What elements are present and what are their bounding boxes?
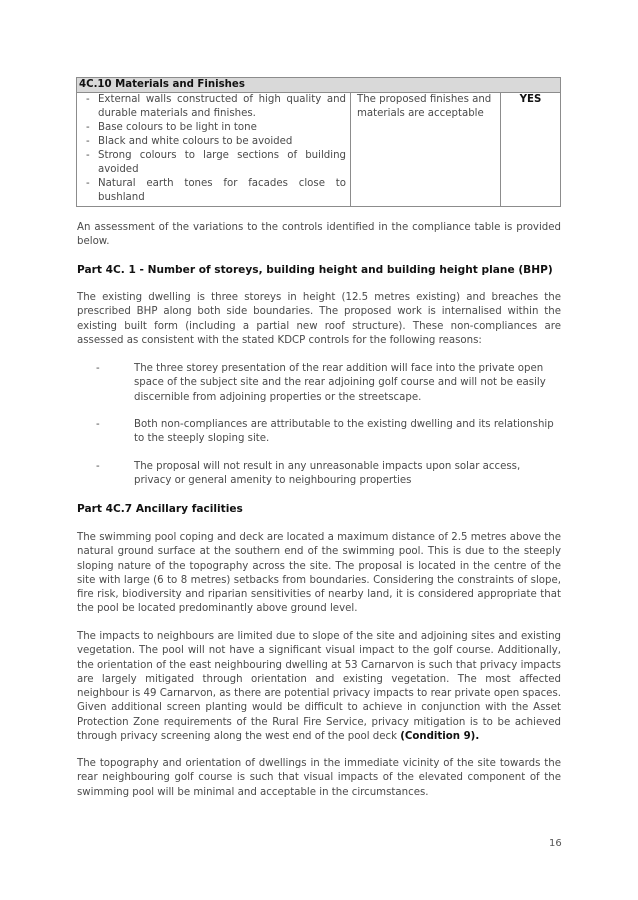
control-item: - Base colours to be light in tone (83, 121, 346, 135)
reason-text: The proposal will not result in any unreasonable impacts upon solar access, privacy or general amenity to neighbouring properties (134, 461, 521, 487)
control-item: - Natural earth tones for facades close to bushland (83, 177, 346, 205)
table-row (77, 93, 560, 206)
control-item: - Black and white colours to be avoided (83, 135, 346, 149)
section-heading-ancillary: Part 4C.7 Ancillary facilities (77, 503, 243, 515)
control-item: - External walls constructed of high quality and durable materials and finishes. (83, 93, 346, 121)
table-header: 4C.10 Materials and Finishes (77, 78, 560, 93)
comment-cell: The proposed finishes and materials are acceptable (351, 93, 501, 206)
ancillary-paragraph-3: The topography and orientation of dwellings in the immediate vicinity of the site towards the rear neighbouring golf course is such that visual impacts of the elevated component of the swimming pool will be minimal and acceptable in the circumstances. (77, 758, 561, 798)
intro-paragraph: An assessment of the variations to the controls identified in the compliance table is provided below. (77, 222, 561, 248)
ancillary-paragraph-2 (77, 630, 561, 744)
compliance-table (76, 77, 561, 207)
controls-cell (77, 93, 351, 206)
section-heading-storeys: Part 4C. 1 - Number of storeys, building height and building height plane (BHP) (77, 264, 553, 276)
compliance-cell: YES (519, 94, 542, 105)
controls-list (83, 93, 346, 205)
reason-text: The three storey presentation of the rear addition will face into the private open space of the subject site and the rear adjoining golf course and will not be easily discernible from adjoining properties or the streetscape. (134, 363, 546, 403)
ancillary-paragraph-1: The swimming pool coping and deck are located a maximum distance of 2.5 metres above the natural ground surface at the southern end of the swimming pool. This is due to the steeply sloping nature of the topography across the site. The proposal is located in the centre of the site with large (6 to 8 metres) setbacks from boundaries. Considering the constraints of slope, fire risk, biodiversity and riparian sensitivities of nearby land, it is considered appropriate that the pool be located predominantly above ground level. (77, 532, 561, 615)
control-item: - Strong colours to large sections of building avoided (83, 149, 346, 177)
page-number: 16 (549, 838, 562, 849)
reason-text: Both non-compliances are attributable to the existing dwelling and its relationship to the steeply sloping site. (134, 419, 554, 445)
condition-reference: (Condition 9). (400, 731, 480, 743)
ancillary-paragraph-2-text: The impacts to neighbours are limited due to slope of the site and adjoining sites and existing vegetation. The pool will not have a significant visual impact to the golf course. Additionally, the orientation of the east neighbouring dwelling at 53 Carnarvon is such that privacy impacts are largely mitigated through orientation and existing vegetation. The most affected neighbour is 49 Carnarvon, as there are potential privacy impacts to rear private open spaces. Given additional screen planting would be difficult to achieve in conjunction with the Asset Protection Zone requirements of the Rural Fire Service, privacy mitigation is to be achieved through privacy screening along the west end of the pool deck (77, 631, 561, 743)
storeys-paragraph: The existing dwelling is three storeys in height (12.5 metres existing) and breaches the prescribed BHP along both side boundaries. The proposed work is internalised within the existing built form (including a partial new roof structure). These non-compliances are assessed as consistent with the stated KDCP controls for the following reasons: (77, 292, 561, 346)
document-page: 4C.10 Materials and Finishes - External walls constructed of high quality and durable materials and finishes. - Base colours to be light in tone - Black and white colours to be avoided - Strong colours to large sections of building avoided - Natural earth tones for facades close to bushland The proposed finishes and materials are acceptable YES An assessment of the variations to the controls identified in the compliance table is provided below. Part 4C. 1 - Number of storeys, building height and building height plane (BHP) The existing dwelling is three storeys in height (12.5 metres existing) and breaches the prescribed BHP along both side boundaries. The proposed work is internalised within the existing built form (including a partial new roof structure). These non-compliances are assessed as consistent with the stated KDCP controls for the following reasons: - The three storey presentation of the rear addition will face into the private open space of the subject site and the rear adjoining golf course and will not be easily discernible from adjoining properties or the streetscape. - Both non-compliances are attributable to the existing dwelling and its relationship to the steeply sloping site. - The proposal will not result in any unreasonable impacts upon solar access, privacy or general amenity to neighbouring properties Part 4C.7 Ancillary facilities The swimming pool coping and deck are located a maximum distance of 2.5 metres above the natural ground surface at the southern end of the swimming pool. This is due to the steeply sloping nature of the topography across the site. The proposal is located in the centre of the site with large (6 to 8 metres) setbacks from boundaries. Considering the constraints of slope, fire risk, biodiversity and riparian sensitivities of nearby land, it is considered appropriate that the pool be located predominantly above ground level. The impacts to neighbours are limited due to slope of the site and adjoining sites and existing vegetation. The pool will not have a significant visual impact to the golf course. Additionally, the orientation of the east neighbouring dwelling at 53 Carnarvon is such that privacy impacts are largely mitigated through orientation and existing vegetation. The most affected neighbour is 49 Carnarvon, as there are potential privacy impacts to rear private open spaces. Given additional screen planting would be difficult to achieve in conjunction with the Asset Protection Zone requirements of the Rural Fire Service, privacy mitigation is to be achieved through privacy screening along the west end of the pool deck (Condition 9). The topography and orientation of dwellings in the immediate vicinity of the site towards the rear neighbouring golf course is such that visual impacts of the elevated component of the swimming pool will be minimal and acceptable in the circumstances. 16 (0, 0, 638, 900)
